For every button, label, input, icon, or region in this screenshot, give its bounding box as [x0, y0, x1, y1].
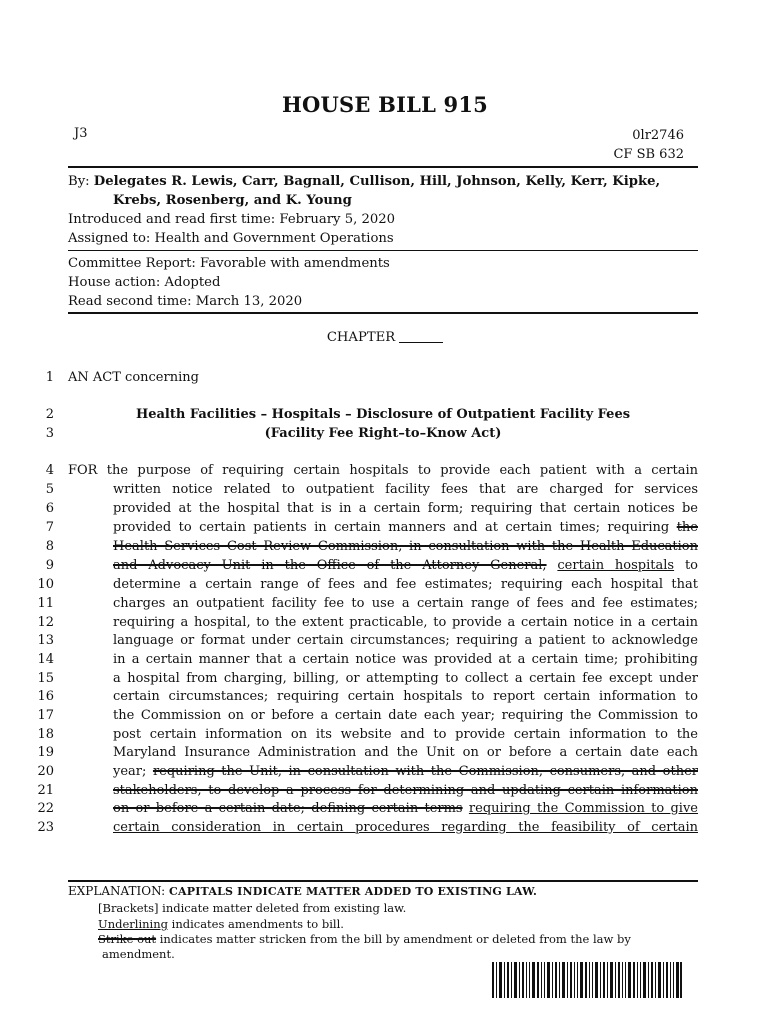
purpose-line [113, 818, 698, 837]
bill-number: 0lr2746 [632, 128, 684, 143]
purpose-line: provided at the hospital that is in a certain form; requiring that certain notices be [113, 501, 698, 516]
purpose-line: determine a certain range of fees and fee estimates; requiring each hospital that [113, 577, 698, 592]
amendment-text: certain hospitals [557, 558, 675, 573]
bill-title: HOUSE BILL 915 [282, 92, 488, 117]
by-label: By: [68, 174, 90, 189]
sponsors-block [68, 172, 700, 248]
strikeout-desc: indicates matter stricken from the bill by amendment or deleted from the law by [159, 932, 631, 946]
line-number: 10 [37, 577, 54, 592]
line-number: 2 [45, 407, 54, 422]
purpose-line: requiring a hospital, to the extent practicable, to provide a certain notice in a certain [113, 615, 698, 630]
act-heading: Health Facilities – Hospitals – Disclosure of Outpatient Facility Fees [135, 407, 631, 422]
stricken-text: requiring the Unit, in consultation with the Commission, consumers, and other [152, 764, 698, 779]
stricken-text: stakeholders, to develop a process for determining and updating certain information [113, 783, 698, 798]
top-rule [68, 166, 698, 168]
explanation-strikeout [98, 932, 631, 947]
underlining-word: Underlining [98, 917, 168, 931]
purpose-line: in a certain manner that a certain notice was provided at a certain time; prohibiting [113, 652, 698, 667]
line-number: 19 [37, 745, 54, 760]
committee-report: Committee Report: Favorable with amendments [68, 256, 390, 271]
purpose-line: Maryland Insurance Administration and the Unit on or before a certain date each [113, 745, 698, 760]
line-number: 12 [37, 615, 54, 630]
explanation-brackets [98, 901, 406, 916]
explanation-caps-note: CAPITALS INDICATE MATTER ADDED TO EXISTING LAW. [169, 885, 537, 898]
purpose-line: post certain information on its website and to provide certain information to the [113, 727, 698, 742]
explanation-rule [68, 880, 698, 882]
purpose-line: charges an outpatient facility fee to use a certain range of fees and fee estimates; [113, 596, 698, 611]
purpose-line [113, 762, 698, 781]
line-number: 18 [37, 727, 54, 742]
purpose-line: FOR the purpose of requiring certain hospitals to provide each patient with a certain [68, 463, 698, 478]
stricken-text: Health Services Cost Review Commission, in consultation with the Health Education [113, 539, 698, 554]
purpose-text: to [684, 558, 699, 573]
explanation-strikeout-cont: amendment. [102, 947, 175, 961]
line-number: 7 [45, 520, 54, 535]
line-number: 20 [37, 764, 54, 779]
line-number: 8 [45, 539, 54, 554]
sponsors-names-2: Krebs, Rosenberg, and K. Young [113, 193, 352, 208]
sponsors-line1 [68, 172, 700, 191]
purpose-line: the Commission on or before a certain date each year; requiring the Commission to [113, 708, 698, 723]
explanation-underlining [98, 917, 344, 932]
purpose-line: a hospital from charging, billing, or attempting to collect a certain fee except under [113, 671, 698, 686]
purpose-text: provided to certain patients in certain manners and at certain times; requiring [113, 520, 670, 535]
line-number: 14 [37, 652, 54, 667]
sponsors-names-1: Delegates R. Lewis, Carr, Bagnall, Cullison, Hill, Johnson, Kelly, Kerr, Kipke, [93, 174, 661, 189]
line-number: 13 [37, 633, 54, 648]
chapter-blank [399, 330, 443, 343]
bottom-rule [68, 312, 698, 314]
line-number: 6 [45, 501, 54, 516]
brackets-word: [Brackets] [98, 901, 159, 915]
bill-code: J3 [74, 126, 88, 141]
chapter-line [0, 330, 770, 345]
chapter-label: CHAPTER [326, 330, 396, 345]
purpose-line [113, 518, 698, 537]
cross-file: CF SB 632 [613, 147, 684, 162]
purpose-line [113, 799, 698, 818]
line-number: 21 [37, 783, 54, 798]
line-number: 3 [45, 426, 54, 441]
action-block [68, 254, 700, 311]
assigned-line: Assigned to: Health and Government Operations [68, 231, 394, 246]
purpose-line [113, 556, 698, 575]
line-number: 4 [45, 463, 54, 478]
bill-file-numbers [613, 126, 684, 164]
barcode-image [492, 962, 682, 998]
middle-rule [68, 250, 698, 251]
line-number: 17 [37, 708, 54, 723]
explanation-heading [68, 883, 537, 900]
act-short-title: (Facility Fee Right–to–Know Act) [264, 426, 502, 441]
stricken-text: on or before a certain date; defining certain terms [113, 801, 463, 816]
purpose-line: written notice related to outpatient facility fees that are charged for services [113, 482, 698, 497]
stricken-text: the [676, 520, 698, 535]
purpose-text: year; [113, 764, 147, 779]
strikeout-word: Strike out [98, 932, 157, 946]
line-number: 5 [45, 482, 54, 497]
line-number: 15 [37, 671, 54, 686]
line-number: 23 [37, 820, 54, 835]
line-number: 1 [45, 370, 54, 385]
purpose-line [113, 537, 698, 556]
act-concerning: AN ACT concerning [68, 370, 199, 385]
brackets-desc: indicate matter deleted from existing law. [162, 901, 407, 915]
house-action: House action: Adopted [68, 275, 221, 290]
purpose-line [113, 781, 698, 800]
line-number: 9 [45, 558, 54, 573]
line-number: 22 [37, 801, 54, 816]
line-number: 16 [37, 689, 54, 704]
introduced-line: Introduced and read first time: February 5, 2020 [68, 212, 396, 227]
line-number: 11 [37, 596, 54, 611]
second-reading: Read second time: March 13, 2020 [68, 294, 303, 309]
underlining-desc: indicates amendments to bill. [171, 917, 344, 931]
stricken-text: and Advocacy Unit in the Office of the Attorney General, [113, 558, 547, 573]
purpose-line: language or format under certain circumstances; requiring a patient to acknowledge [113, 633, 698, 648]
amendment-text: certain consideration in certain procedures regarding the feasibility of certain [113, 820, 698, 835]
explanation-label: EXPLANATION: [68, 884, 166, 898]
amendment-text: requiring the Commission to give [468, 801, 699, 816]
purpose-line: certain circumstances; requiring certain hospitals to report certain information to [113, 689, 698, 704]
